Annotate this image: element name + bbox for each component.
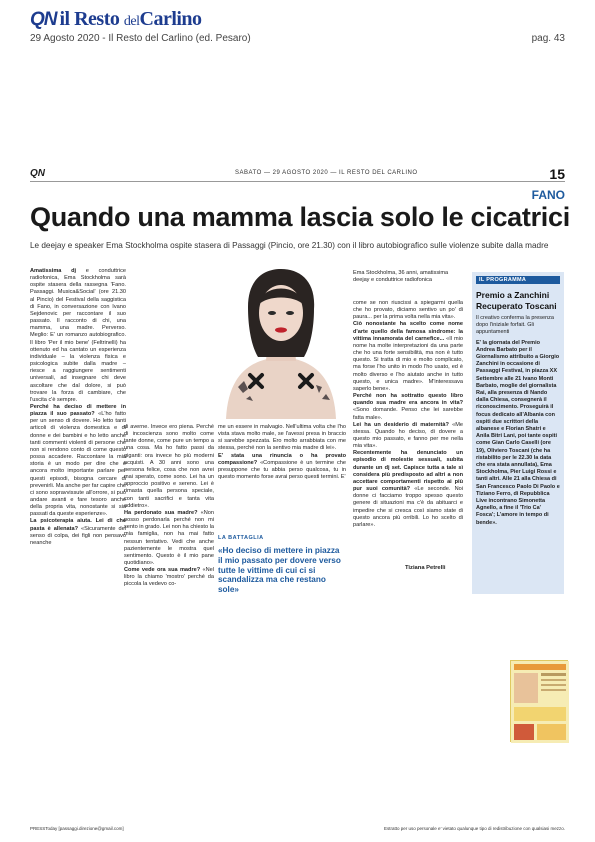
quote-text: «Ho deciso di mettere in piazza il mio passato per dovere verso tutte le vittime di cui ci si scandalizza ma che restano sole»: [218, 546, 341, 595]
programma-title: Premio a Zanchini Recuperato Toscani: [476, 290, 557, 311]
subheadline: Le deejay e speaker Ema Stockholma ospite stasera di Passaggi (Pincio, ore 21.30) con il libro autobiografico sulle violenze subite dalla madre: [30, 241, 549, 250]
pull-quote: [218, 535, 346, 595]
paragraph-lead: Amatissima dj: [30, 268, 77, 274]
article-paragraph: [218, 453, 346, 482]
paragraph-text: «Sono domande. Penso che lei sarebbe fatta male».: [353, 407, 463, 421]
paragraph-text: me un essere in malvagio. Nell'ultima volta che l'ho vista stava molto male, se l'avessi presa in braccio si sarebbe spezzata. Ero molto arrabbiata con me stessa, perché non la sentivo mia madre di lei».: [218, 424, 346, 452]
headline: Quando una mamma lascia solo le cicatrici: [30, 202, 570, 232]
portrait-illustration: [218, 267, 344, 419]
article-column-1: [30, 268, 126, 578]
paragraph-text: «Me stessa. Quando ho deciso, di dovere a questo mio passato, e fanno per me nella mia vita».: [353, 421, 463, 450]
author-signature: Tiziana Petrelli: [405, 565, 446, 571]
paragraph-lead: E' stata una rinuncia o ha provato compassione?: [218, 452, 346, 466]
photo-caption: [353, 270, 458, 284]
programma-box: [472, 272, 564, 594]
article-paragraph: [124, 567, 214, 588]
footer-source: PRESSToday [passaggi.direzione@gmail.com]: [30, 826, 124, 831]
article-paragraph: [30, 404, 126, 519]
paragraph-lead: Ha perdonato sua madre?: [124, 509, 198, 516]
article-paragraph: [124, 424, 214, 510]
paragraph-text: «Le seconde. Noi donne ci facciamo troppo spesso questo genere di situazioni ma c'è da abituarci e impedire che si cresca così siamo state di questo ancora più orribili. Lo ho scelto di parlare».: [353, 486, 464, 528]
article-paragraph: [30, 518, 126, 547]
programma-lead: Il creativo conferma la presenza dopo l'iniziale forfait. Gli appuntamenti: [476, 315, 554, 336]
brand-small: del: [123, 14, 140, 29]
paragraph-text: «Compassione è un termine che presuppone che tu abbia perso qualcosa, tu in questo momento forse avrai perso questi termini. E': [218, 459, 346, 481]
brand-logo: [60, 8, 202, 31]
paragraph-text: e conduttrice radiofonica, Ema Stockholma sarà ospite stasera della rassegna 'Fano. Passaggi. Musica&Social' (ore 21.30 al Pincio) del Festival della saggistica di Fano, in conversazione con Ivano Sejdenovic per raccontare il suo passato. Il racconto di chi, una mamma, una madre. Perverso. Meglio: E' un romanzo autobiografico. Il libro 'Per il mio bene' (Feltrinelli) ha ottenuto ed ha cantato un esperienza individuale – la violenza fisica e psicologica subite dalla madre – riesce a raggiungere sentimenti universali, ad insegnare chi deve ascoltare che dal dolore, si può trovare la forza di cambiare, che l'uscita c'è sempre.: [30, 268, 126, 403]
paragraph-lead: Recentemente ha denunciato un episodio di molestie sessuali, subita durante un dj set. Capisce tutta a tale sì considera più predisposto ad altri a non accettare comportamenti rispetto ai più pur suoi comunità?: [353, 450, 463, 493]
paragraph-text: «Sicuramente del senso di colpa, dei figli non pensavo neanche: [30, 525, 126, 546]
paragraph-text: «L'ho fatto per un senso di dovere. Ho letto tanti articoli di violenza domestica e di donne e dei bambini e ho letto anche tanti commenti violenti di persone che non si rendono conto di come questo possa accadere. Raccontare la mia storia è un modo per dire che è ancora molto importante parlare per questi episodi, bisogna cercare di prevenirli. Ma anche per far capire che ci sono sopravvissute all'orrore, si può andare avanti e fare tesoro anche della propria vita, nonostante si sia passati da queste esperienze».: [30, 411, 126, 518]
article-paragraph: [353, 450, 463, 529]
paragraph-text: come se non riuscissi a spiegarmi quella che ho provato, diciamo sentivo un po' di paura... per la prima volta nella mia vita».: [353, 300, 463, 321]
masthead: [30, 8, 202, 31]
brand-end: Carlino: [139, 8, 202, 30]
brand-main: il Resto: [59, 8, 120, 30]
footer-notice: Estratto per uso personale e' vietato qualunque tipo di redistribuzione con qualsiasi mezzo.: [384, 826, 565, 831]
programma-tag: IL PROGRAMMA: [476, 276, 560, 284]
page-number: pag. 43: [531, 33, 565, 44]
quote-label: LA BATTAGLIA: [218, 535, 264, 541]
paper-date-line: SABATO — 29 AGOSTO 2020 — IL RESTO DEL CARLINO: [235, 170, 418, 176]
article-paragraph: [353, 321, 463, 393]
paragraph-text: «Non posso perdonarla perché non mi sento in grado. Lei non ha chiesto la mia famiglia, non ha mai fatto nessun tentativo. Vedi che anche pazientemente le mostra quel sentimento. Questo è il mio pane quotidiano».: [124, 509, 214, 566]
paragraph-text: di averne. Invece ero piena. Perché di incoscienza sono molto come tante donne, come pure un tempo a una cosa. Ma ho fatto passi da giganti: ora invece ho più moderni acquisti. A 30 anni sono una persona felice, cosa che non avrei mai sperato, come sono. Lei ha un approccio positivo e sereno. Lei è rimasta quella persona speciale, con tanti sacrifici e tanta vita addietro».: [124, 424, 214, 509]
article-column-2: [124, 424, 215, 588]
programma-text: E' la giornata del Premio Andrea Barbato per il Giornalismo attribuito a Giorgio Zanchini in occasione di Passaggi Festival, in piazza XX Settembre alle 21 Ivano Monti Barbato, moglie del giornalista Rai, alla presenza di Nando dalla Chiesa, consegnerà il riconoscimento. Proseguirà il focus dedicato all'Albania con ospiti due scrittori della albanese e Florian Shatri e Anila Bitri Lani, poi tante ospiti come Gian Carlo Caselli (ore 19), Oliviero Toscani (che ha ristabilito per le 22.30 la data che era stata annullata), Ema Stockholma, Pier Luigi Rossi e tanti altri. Alle 21 alla Chiesa di San Francesco Paolo Di Paolo e Tiziano Ferro, di Repubblica Live incontrano Simonetta Agnello, a fine il 'Trio Ca' Fosca'; L'amore in tempo di bende».: [476, 339, 560, 526]
programma-body: [476, 315, 560, 527]
qn-logo: QN: [30, 8, 57, 30]
article-paragraph: [353, 300, 463, 321]
section-label: FANO: [531, 188, 565, 202]
article-column-4: [353, 300, 463, 562]
paragraph-lead: Ciò nonostante ha scelto come nome d'arte quello della famosa sindrome: la vittima innamorata del carnefice...: [353, 321, 463, 342]
qn-small-logo: QN: [30, 168, 45, 179]
article-paragraph: [124, 510, 214, 567]
paragraph-lead: Perché ha deciso di mettere in piazza il suo passato?: [30, 403, 126, 418]
edition-meta: 29 Agosto 2020 - Il Resto del Carlino (ed. Pesaro): [30, 33, 251, 44]
paper-header: [30, 168, 565, 182]
article-paragraph: [353, 422, 463, 451]
page-thumbnail: [510, 660, 568, 742]
paragraph-lead: Lei ha un desiderio di maternità?: [353, 421, 449, 428]
caption-text: Ema Stockholma, 36 anni, amatissima deejay e conduttrice radiofonica: [353, 270, 449, 283]
paragraph-lead: Perché non ha sottratto questo libro quando sua madre era ancora in vita?: [353, 393, 463, 407]
paragraph-text: «Il mio nome ha molte interpretazioni da una parte che ho una forte sensibilità, ma non è tutto questo. Si tratta di mio e molto complicato, ma forse l'ho unito in modo l'ho usato, ed è molto diverso e l'ho aiutato anche in tutto questo, e unica madre». M'interessava saperlo bene».: [353, 335, 464, 392]
article-paragraph: [218, 424, 346, 453]
article-paragraph: [353, 393, 463, 422]
thumbnail-illustration: [511, 661, 569, 743]
article-column-3: [218, 424, 346, 529]
portrait-photo: [218, 267, 344, 419]
paragraph-text: «Nel libro la chiamo 'mostro' perché da piccola la vedevo co-: [124, 567, 215, 588]
paragraph-lead: Come vede ora sua madre?: [124, 567, 201, 574]
paragraph-lead: La psicoterapia aiuta. Lei di che pasta è allenata?: [30, 518, 126, 532]
article-paragraph: [30, 268, 126, 404]
paper-page-number: 15: [549, 166, 565, 182]
